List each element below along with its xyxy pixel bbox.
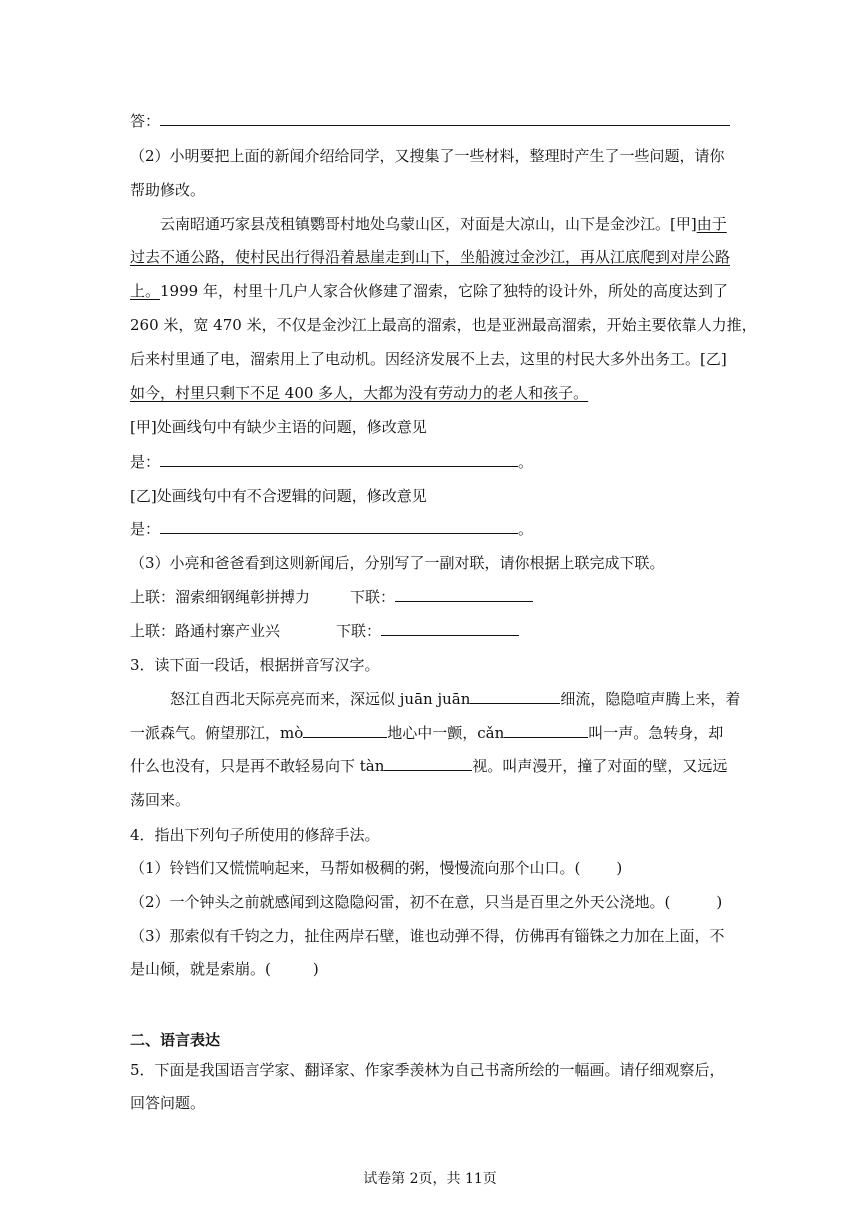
q3-text: 视。叫声漫开，撞了对面的壁，又远远 bbox=[472, 757, 728, 775]
pinyin-blank-mo[interactable] bbox=[303, 723, 387, 738]
q4-s1-text: （1）铃铛们又慌慌响起来，马帮如极稠的粥，慢慢流向那个山口。( bbox=[130, 859, 581, 877]
q4-s2-text: （2）一个钟头之前就感闻到这隐隐闷雷，初不在意，只当是百里之外天公浇地。( bbox=[130, 893, 671, 911]
passage-line-4: 260 米，宽 470 米，不仅是金沙江上最高的溜索，也是亚洲最高溜索，开始主要依靠人力推， bbox=[130, 316, 757, 334]
couplet-1-lower-label: 下联： bbox=[350, 588, 396, 606]
couplet-2 bbox=[130, 621, 730, 641]
period: 。 bbox=[518, 520, 534, 538]
section-2-heading: 二、语言表达 bbox=[130, 1031, 221, 1049]
answer-label: 答： bbox=[130, 112, 161, 130]
couplet-2-upper: 上联：路通村寨产业兴 bbox=[130, 622, 281, 640]
q2-part3-intro: （3）小亮和爸爸看到这则新闻后，分别写了一副对联，请你根据上联完成下联。 bbox=[130, 554, 665, 572]
q3-title: 3．读下面一段话，根据拼音写汉字。 bbox=[130, 656, 380, 674]
passage-line-5: 后来村里通了电，溜索用上了电动机。因经济发展不上去，这里的村民大多外出务工。[乙] bbox=[130, 350, 727, 368]
couplet-2-lower-blank[interactable] bbox=[381, 621, 519, 636]
q5-line-2: 回答问题。 bbox=[130, 1094, 206, 1112]
answer-blank[interactable] bbox=[160, 111, 730, 126]
q2-intro-line-1: （2）小明要把上面的新闻介绍给同学，又搜集了一些材料，整理时产生了一些问题，请你 bbox=[130, 147, 725, 165]
q3-text: 什么也没有，只是再不敢轻易向下 tàn bbox=[130, 757, 385, 775]
answer-line bbox=[130, 111, 730, 131]
yi-answer-line bbox=[130, 519, 730, 539]
couplet-1 bbox=[130, 587, 730, 607]
jia-answer-prefix: 是： bbox=[130, 453, 161, 471]
q4-s3-text: 是山倾，就是索崩。( bbox=[130, 960, 271, 978]
page-footer: 试卷第 2页，共 11页 bbox=[363, 1171, 497, 1187]
q4-sentence-2 bbox=[130, 892, 730, 912]
passage-line-3 bbox=[130, 281, 730, 301]
q2-intro-line-2: 帮助修改。 bbox=[130, 181, 206, 199]
q3-line-1 bbox=[170, 689, 770, 709]
q3-text: 叫一声。急转身，却 bbox=[588, 724, 724, 742]
passage-line-2: 过去不通公路，使村民出行得沿着悬崖走到山下，坐船渡过金沙江，再从江底爬到对岸公路 bbox=[130, 248, 731, 266]
passage-line-6-yi: 如今，村里只剩下不足 400 多人，大都为没有劳动力的老人和孩子。 bbox=[130, 384, 589, 402]
pinyin-blank-tan[interactable] bbox=[384, 756, 472, 771]
pinyin-blank-can[interactable] bbox=[504, 723, 588, 738]
q3-line-2 bbox=[130, 723, 730, 743]
couplet-2-lower-label: 下联： bbox=[336, 622, 382, 640]
close-paren: ) bbox=[716, 893, 723, 911]
q4-sentence-3b bbox=[130, 959, 730, 979]
yi-question: [乙]处画线句中有不合逻辑的问题，修改意见 bbox=[130, 487, 427, 505]
q4-title: 4．指出下列句子所使用的修辞手法。 bbox=[130, 826, 380, 844]
q3-text: 怒江自西北天际亮亮而来，深远似 juān juān bbox=[170, 690, 471, 708]
couplet-1-upper: 上联：溜索细钢绳彰拼搏力 bbox=[130, 588, 311, 606]
q3-text: 细流，隐隐喧声腾上来，着 bbox=[560, 690, 741, 708]
q5-line-1: 5．下面是我国语言学家、翻译家、作家季羡林为自己书斋所绘的一幅画。请仔细观察后， bbox=[130, 1061, 725, 1079]
passage-text: 1999 年，村里十几户人家合伙修建了溜索，它除了独特的设计外，所处的高度达到了 bbox=[160, 282, 728, 300]
q3-line-4: 荡回来。 bbox=[130, 791, 191, 809]
jia-answer-blank[interactable] bbox=[160, 452, 518, 467]
q4-sentence-3a: （3）那索似有千钧之力，扯住两岸石壁，谁也动弹不得，仿佛再有锱铢之力加在上面，不 bbox=[130, 927, 725, 945]
q3-line-3 bbox=[130, 756, 730, 776]
jia-answer-line bbox=[130, 452, 730, 472]
q3-text: 一派森气。俯望那江，mò bbox=[130, 724, 304, 742]
q4-sentence-1 bbox=[130, 858, 730, 878]
yi-answer-blank[interactable] bbox=[160, 519, 518, 534]
close-paren: ) bbox=[616, 859, 623, 877]
jia-underlined-start: 由于 bbox=[696, 215, 727, 233]
jia-question: [甲]处画线句中有缺少主语的问题，修改意见 bbox=[130, 418, 427, 436]
close-paren: ) bbox=[312, 960, 319, 978]
couplet-1-lower-blank[interactable] bbox=[395, 587, 533, 602]
jia-underlined-end: 上。 bbox=[130, 282, 161, 300]
passage-text: 云南昭通巧家县茂租镇鹦哥村地处乌蒙山区，对面是大凉山，山下是金沙江。[甲] bbox=[160, 215, 697, 233]
period: 。 bbox=[518, 453, 534, 471]
passage-line-1 bbox=[160, 214, 760, 234]
yi-answer-prefix: 是： bbox=[130, 520, 161, 538]
pinyin-blank-juanjuan[interactable] bbox=[470, 689, 560, 704]
q3-text: 地心中一颤，cǎn bbox=[387, 724, 505, 742]
